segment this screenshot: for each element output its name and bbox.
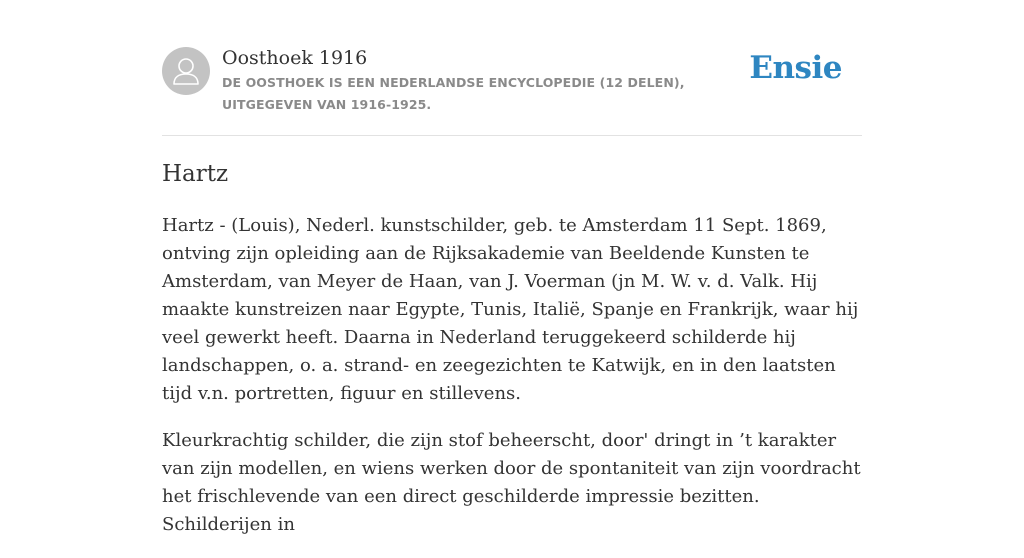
- brand-logo[interactable]: Ensie: [749, 50, 842, 86]
- user-icon: [162, 47, 210, 95]
- avatar[interactable]: [162, 47, 210, 95]
- article-body: [162, 212, 867, 558]
- source-title[interactable]: Oosthoek 1916: [222, 47, 368, 69]
- divider: [162, 135, 862, 136]
- article-paragraph: Kleurkrachtig schilder, die zijn stof beheerscht, door' dringt in ’t karakter van zijn modellen, en wiens werken door de spontaniteit van zijn voordracht het frischlevende van een direct geschilderde impressie bezitten. Schilderijen in: [162, 430, 861, 535]
- article-title: Hartz: [162, 161, 229, 187]
- source-description: DE OOSTHOEK IS EEN NEDERLANDSE ENCYCLOPEDIE (12 DELEN), UITGEGEVEN VAN 1916-1925.: [222, 75, 685, 112]
- source-header: [162, 46, 862, 136]
- article-paragraph: Hartz - (Louis), Nederl. kunstschilder, geb. te Amsterdam 11 Sept. 1869, ontving zijn opleiding aan de Rijksakademie van Beeldende Kunsten te Amsterdam, van Meyer de Haan, van J. Voerman (jn M. W. v. d. Valk. Hij maakte kunstreizen naar Egypte, Tunis, Italië, Spanje en Frankrijk, waar hij veel gewerkt heeft. Daarna in Nederland teruggekeerd schilderde hij landschappen, o. a. strand- en zeegezichten te Katwijk, en in den laatsten tijd v.n. portretten, figuur en stillevens.: [162, 215, 859, 404]
